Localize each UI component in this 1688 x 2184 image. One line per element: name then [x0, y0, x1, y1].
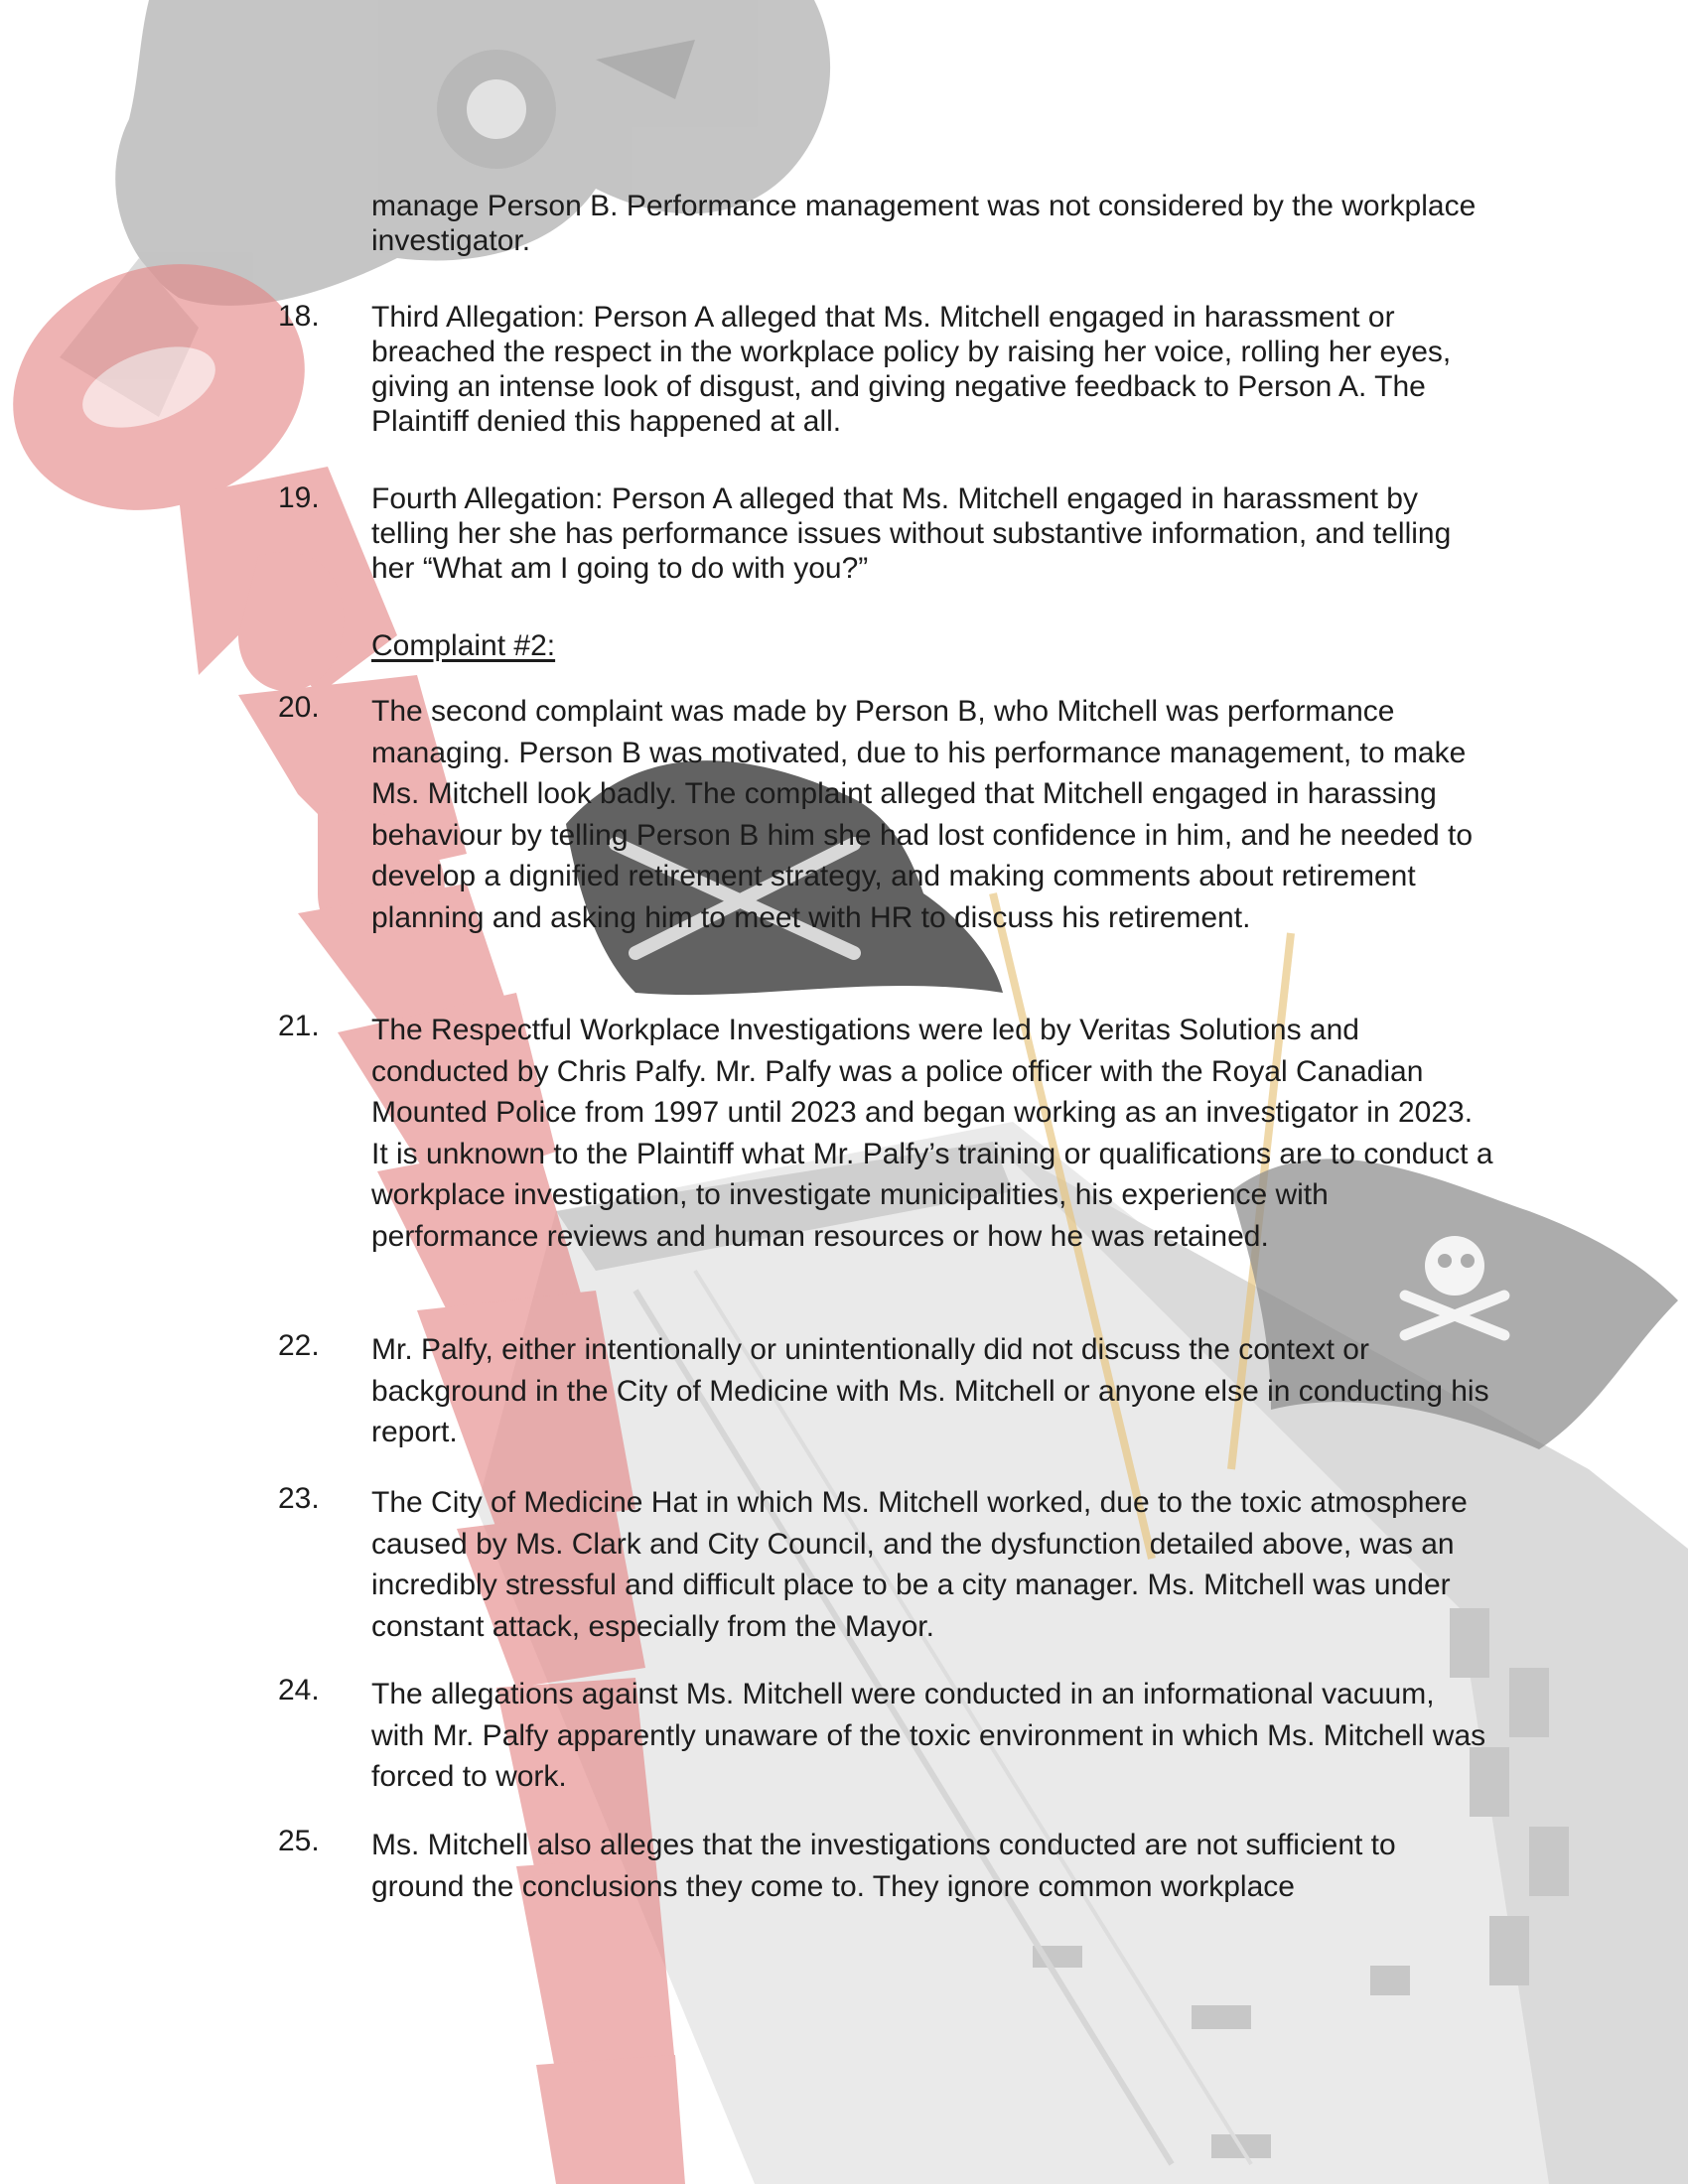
paragraph-19-text: Fourth Allegation: Person A alleged that Ms. Mitchell engaged in harassment by telling her she has performance issues without substantive information, and telling her “What am I going to do with you?”	[371, 482, 1452, 585]
paragraph-number-24: 24.	[278, 1674, 320, 1706]
paragraph-number-20: 20.	[278, 691, 320, 724]
paragraph-24-text: The allegations against Ms. Mitchell were conducted in an informational vacuum, with Mr. Palfy apparently unaware of the toxic environment in which Ms. Mitchell was forced to work.	[371, 1678, 1486, 1794]
complaint-2-heading: Complaint #2:	[371, 629, 556, 662]
paragraph-number-18: 18.	[278, 300, 320, 333]
paragraph-20-text: The second complaint was made by Person B, who Mitchell was performance managing. Person B was motivated, due to his performance management, to make Ms. Mitchell look badly. The complaint alleged that Mitchell engaged in harassing behaviour by telling Person B him she had lost confidence in him, and he needed to develop a dignified retirement strategy, and making comments about retirement planning and asking him to meet with HR to discuss his retirement.	[371, 695, 1474, 934]
paragraph-21-text: The Respectful Workplace Investigations were led by Veritas Solutions and conducted by Chris Palfy. Mr. Palfy was a police officer with the Royal Canadian Mounted Police from 1997 until 2023 and began working as an investigator in 2023. It is unknown to the Plaintiff what Mr. Palfy’s training or qualifications are to conduct a workplace investigation, to investigate municipalities, his experience with performance reviews and human resources or how he was retained.	[371, 1014, 1493, 1253]
paragraph-23-text: The City of Medicine Hat in which Ms. Mitchell worked, due to the toxic atmosphere caused by Ms. Clark and City Council, and the dysfunction detailed above, was an incredibly stressful and difficult place to be a city manager. Ms. Mitchell was under constant attack, especially from the Mayor.	[371, 1486, 1468, 1643]
paragraph-number-23: 23.	[278, 1482, 320, 1515]
continued-paragraph-text: manage Person B. Performance management was not considered by the workplace investigator.	[371, 190, 1477, 257]
paragraph-22-text: Mr. Palfy, either intentionally or unintentionally did not discuss the context or background in the City of Medicine with Ms. Mitchell or anyone else in conducting his report.	[371, 1333, 1489, 1449]
paragraph-number-21: 21.	[278, 1010, 320, 1042]
paragraph-number-19: 19.	[278, 481, 320, 514]
paragraph-number-25: 25.	[278, 1825, 320, 1857]
paragraph-number-22: 22.	[278, 1329, 320, 1362]
paragraph-25-text: Ms. Mitchell also alleges that the investigations conducted are not sufficient to ground the conclusions they come to. They ignore common workplace	[371, 1829, 1396, 1903]
paragraph-18-text: Third Allegation: Person A alleged that Ms. Mitchell engaged in harassment or breached the respect in the workplace policy by raising her voice, rolling her eyes, giving an intense look of disgust, and giving negative feedback to Person A. The Plaintiff denied this happened at all.	[371, 301, 1452, 438]
